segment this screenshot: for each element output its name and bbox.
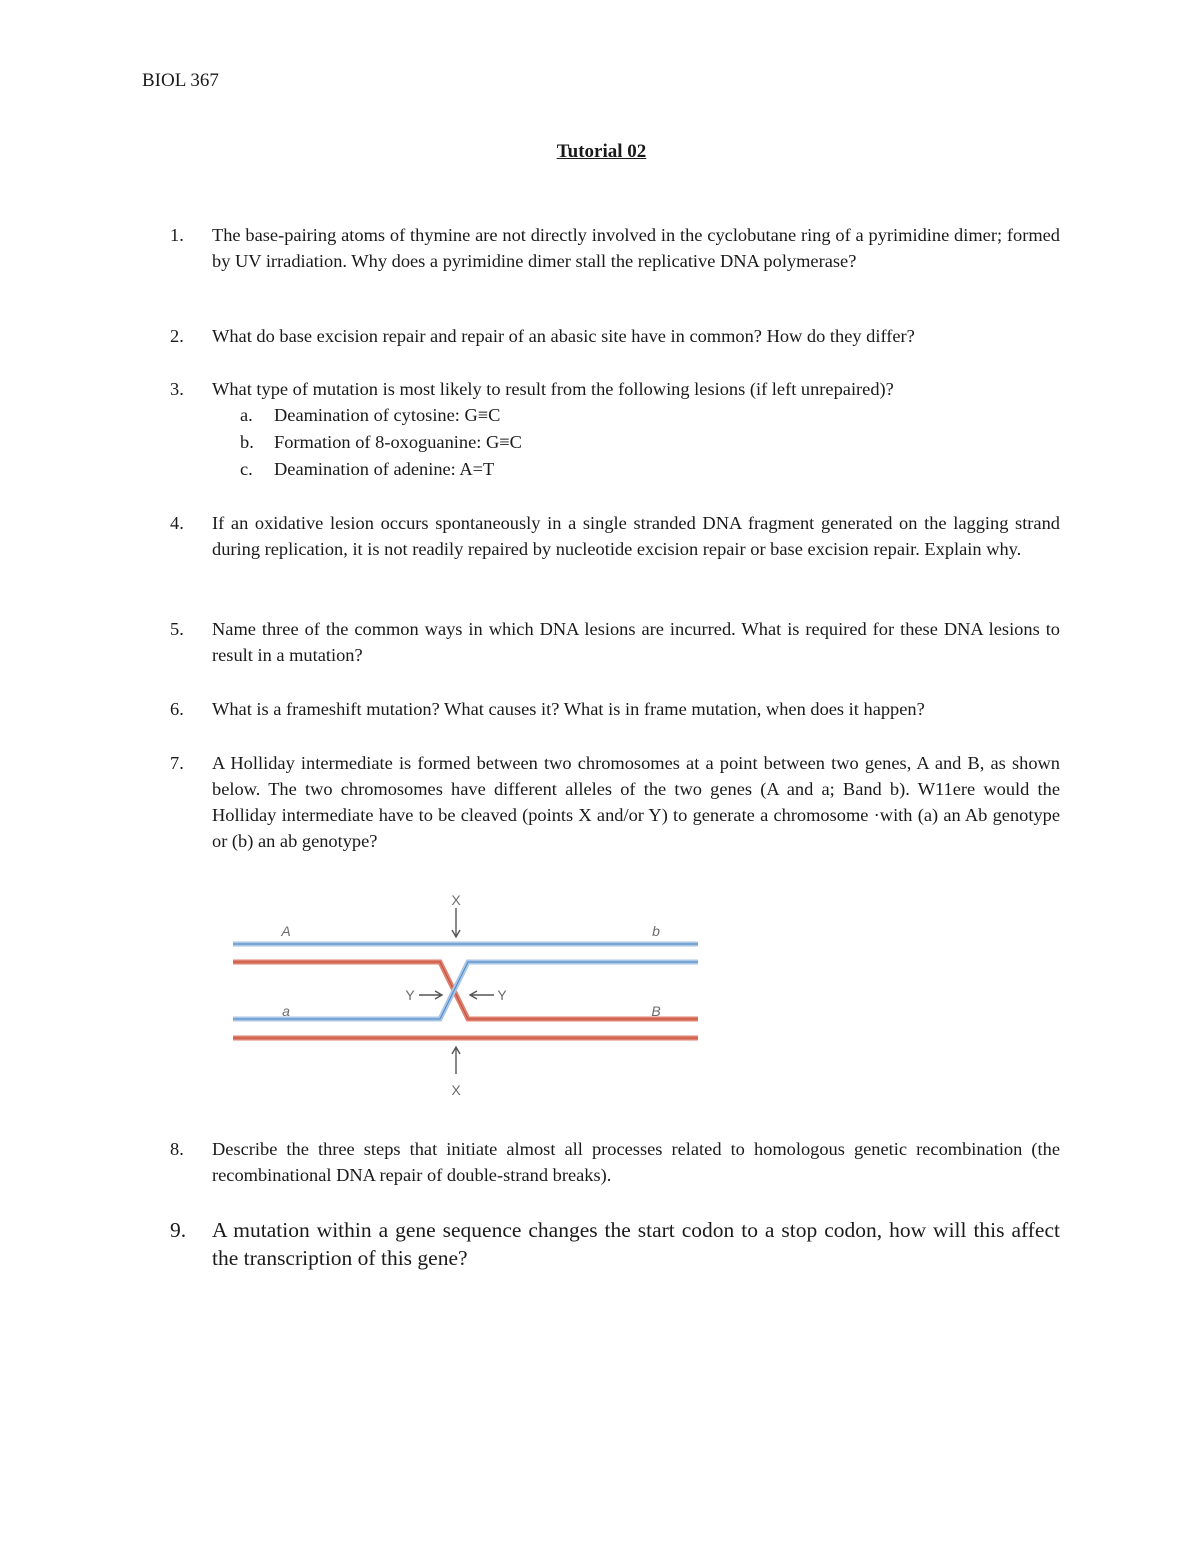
gene-label-A: A — [281, 923, 291, 939]
question-text: Describe the three steps that initiate almost all processes related to homologous genetic recombination (the recombinational DNA repair of double-strand breaks). — [212, 1139, 1060, 1185]
question-8 — [170, 1136, 1060, 1188]
question-text: The base-pairing atoms of thymine are not directly involved in the cyclobutane ring of a pyrimidine dimer; formed by UV irradiation. Why does a pyrimidine dimer stall the replicative DNA polymerase? — [212, 225, 1060, 271]
x-label-top: X — [451, 892, 461, 908]
x-arrow-bottom — [452, 1047, 460, 1074]
question-number: 7. — [170, 753, 184, 773]
gene-label-B: B — [651, 1003, 661, 1019]
sub-question-text: Deamination of adenine: A=T — [274, 459, 495, 479]
question-5 — [170, 616, 1060, 668]
x-arrow-top — [452, 908, 460, 937]
gene-label-b: b — [652, 923, 660, 939]
question-text: What do base excision repair and repair of an abasic site have in common? How do they differ? — [212, 326, 915, 346]
x-label-bottom: X — [451, 1082, 461, 1098]
y-arrow-left — [419, 991, 442, 999]
question-number: 1. — [170, 225, 184, 245]
sub-question-text: Deamination of cytosine: G≡C — [274, 405, 501, 425]
sub-question-letter: b. — [240, 432, 254, 452]
question-text: A mutation within a gene sequence changes the start codon to a stop codon, how will this affect the transcription of this gene? — [212, 1218, 1060, 1270]
question-text: What is a frameshift mutation? What causes it? What is in frame mutation, when does it happen? — [212, 699, 925, 719]
y-label-left: Y — [405, 987, 415, 1003]
question-text: Name three of the common ways in which DNA lesions are incurred. What is required for these DNA lesions to result in a mutation? — [212, 619, 1060, 665]
question-4 — [170, 510, 1060, 562]
question-text: A Holliday intermediate is formed between two chromosomes at a point between two genes, A and B, as shown below. The two chromosomes have different alleles of the two genes (A and a; Band b). W11ere would the Holliday intermediate have to be cleaved (points X and/or Y) to generate a chromosome ·with (a) an Ab genotype or (b) an ab genotype? — [212, 753, 1060, 851]
page-title: Tutorial 02 — [556, 141, 647, 162]
sub-question — [212, 456, 1060, 483]
sub-question-text: Formation of 8-oxoguanine: G≡C — [274, 432, 522, 452]
sub-question-letter: c. — [240, 459, 253, 479]
question-2 — [170, 323, 1060, 349]
question-6 — [170, 696, 1060, 722]
gene-label-a: a — [282, 1003, 290, 1019]
question-text: What type of mutation is most likely to result from the following lesions (if left unrepaired)? — [212, 379, 894, 399]
y-label-right: Y — [497, 987, 507, 1003]
question-9 — [170, 1216, 1060, 1272]
question-1 — [170, 222, 1060, 274]
question-number: 8. — [170, 1139, 184, 1159]
question-number: 2. — [170, 326, 184, 346]
question-number: 6. — [170, 699, 184, 719]
question-number: 3. — [170, 379, 184, 399]
question-7 — [170, 750, 1060, 854]
question-text: If an oxidative lesion occurs spontaneously in a single stranded DNA fragment generated on the lagging strand during replication, it is not readily repaired by nucleotide excision repair or base excision repair. Explain why. — [212, 513, 1060, 559]
sub-question — [212, 402, 1060, 429]
question-number: 4. — [170, 513, 184, 533]
course-code: BIOL 367 — [142, 70, 219, 91]
sub-question-list — [212, 402, 1060, 483]
y-arrow-right — [470, 991, 494, 999]
sub-question-letter: a. — [240, 405, 253, 425]
question-3 — [170, 376, 1060, 483]
holliday-intermediate-figure — [228, 888, 708, 1103]
question-number: 9. — [170, 1218, 187, 1242]
question-number: 5. — [170, 619, 184, 639]
sub-question — [212, 429, 1060, 456]
